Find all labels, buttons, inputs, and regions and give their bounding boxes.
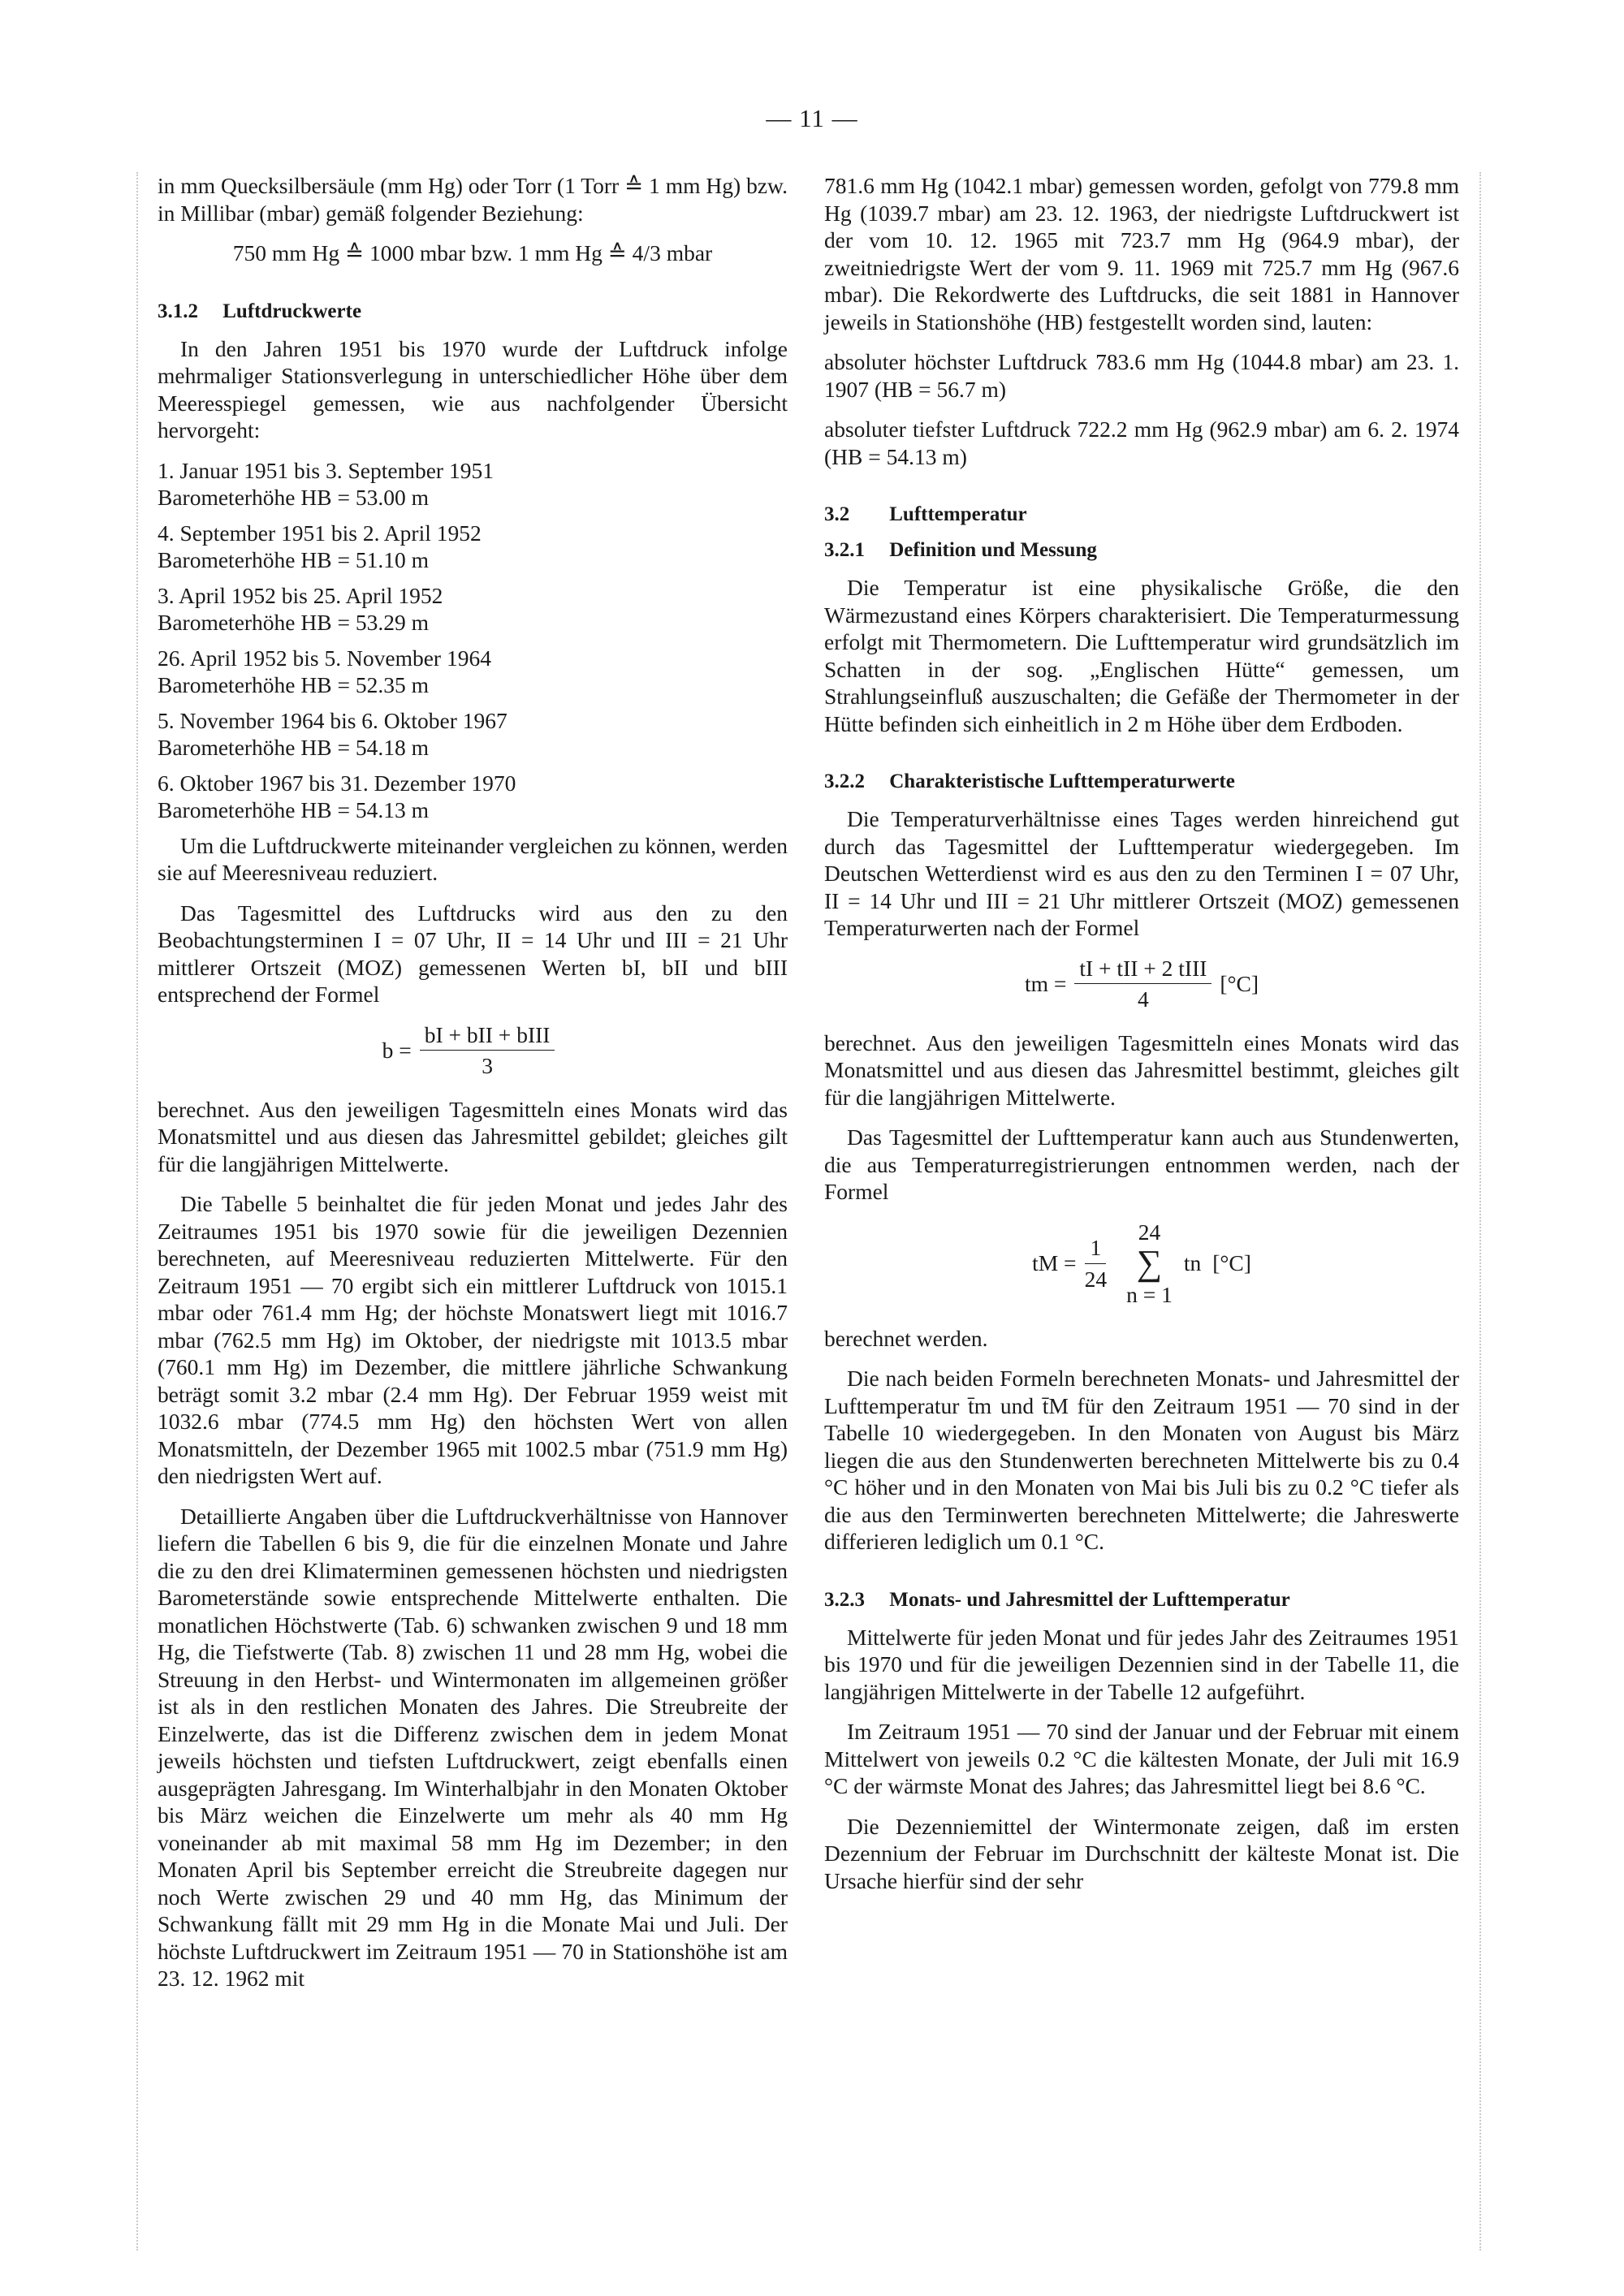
pressure-mean-formula: [158, 1021, 788, 1080]
paragraph: Mittelwerte für jeden Monat und für jedes Jahr des Zeitraumes 1951 bis 1970 und für die jeweiligen Dezennien sind in der Tabelle 11, die langjährigen Mittelwerte in der Tabelle 12 aufgeführt.: [824, 1624, 1459, 1704]
paragraph: Die Temperatur ist eine physikalische Größe, die den Wärmezustand eines Körpers charakterisiert. Die Temperaturmessung erfolgt mit Thermometern. Die Lufttemperatur wird grundsätzlich im Schatten in der sog. „Englischen Hütte“ gemessen, um Strahlungseinfluß auszuschalten; die Gefäße der Thermometer in der Hütte befinden sich einheitlich in 2 m Höhe über dem Erdboden.: [824, 575, 1459, 736]
formula-lhs: tm =: [1024, 970, 1067, 996]
numerator: tI + tII + 2 tIII: [1074, 955, 1212, 985]
barometer-height: Barometerhöhe HB = 53.00 m: [158, 485, 429, 510]
section-3-1-2-heading: [158, 300, 788, 324]
barometer-height: Barometerhöhe HB = 54.18 m: [158, 735, 429, 760]
formula-fraction: [1074, 955, 1212, 1013]
denominator: 24: [1084, 1266, 1108, 1292]
paragraph: 781.6 mm Hg (1042.1 mbar) gemessen worden, gefolgt von 779.8 mm Hg (1039.7 mbar) am 23. 12. 1963, der niedrigste Luftdruckwert ist der vom 10. 12. 1965 mit 723.7 mm Hg (964.9 mbar), der zweitniedrigste Wert der vom 9. 11. 1969 mit 725.7 mm Hg (967.6 mbar). Die Rekordwerte des Luftdrucks, die seit 1881 in Hannover jeweils in Stationshöhe (HB) festgestellt worden sind, lauten:: [824, 173, 1459, 334]
right-column: [824, 172, 1459, 1907]
list-item: [158, 520, 788, 574]
section-3-2-1-heading: [824, 538, 1459, 563]
period: 5. November 1964 bis 6. Oktober 1967: [158, 707, 508, 733]
page-number: — 11 —: [766, 104, 858, 132]
formula-unit: [°C]: [1220, 970, 1259, 996]
section-number: 3.2.3: [824, 1588, 865, 1611]
paragraph: berechnet. Aus den jeweiligen Tagesmitteln eines Monats wird das Monatsmittel und aus diesen das Jahresmittel gebildet; gleiches gilt für die langjährigen Mittelwerte.: [158, 1096, 788, 1176]
barometer-height: Barometerhöhe HB = 54.13 m: [158, 797, 429, 822]
period: 4. September 1951 bis 2. April 1952: [158, 520, 482, 546]
formula-lhs: tM =: [1032, 1250, 1077, 1276]
list-item: [158, 582, 788, 637]
section-number: 3.2.1: [824, 539, 865, 561]
list-item: [158, 707, 788, 762]
barometer-height: Barometerhöhe HB = 51.10 m: [158, 547, 429, 572]
section-3-2-2-heading: [824, 770, 1459, 794]
conversion-equation: 750 mm Hg ≙ 1000 mbar bzw. 1 mm Hg ≙ 4/3 mbar: [232, 240, 713, 265]
sum-lower-limit: n = 1: [1126, 1282, 1173, 1307]
barometer-height: Barometerhöhe HB = 53.29 m: [158, 610, 429, 635]
section-number: 3.2: [824, 503, 850, 525]
left-column: [158, 172, 788, 2005]
paragraph: berechnet. Aus den jeweiligen Tagesmitteln eines Monats wird das Monatsmittel und aus diesen das Jahresmittel bestimmt, gleiches gilt für die langjährigen Mittelwerte.: [824, 1029, 1459, 1110]
formula-lhs: b =: [382, 1037, 412, 1063]
paragraph: Das Tagesmittel der Lufttemperatur kann auch aus Stundenwerten, die aus Temperaturregistrierungen entnommen werden, nach der Formel: [824, 1124, 1459, 1204]
paragraph: Detaillierte Angaben über die Luftdruckverhältnisse von Hannover liefern die Tabellen 6 bis 9, die für die einzelnen Monate und Jahre die zu den drei Klimaterminen gemessenen höchsten und niedrigsten Barometerstände sowie entsprechende Mittelwerte enthalten. Die monatlichen Höchstwerte (Tab. 6) schwanken zwischen 9 und 18 mm Hg, die Tiefstwerte (Tab. 8) zwischen 11 und 28 mm Hg, wobei die Streuung in den Herbst- und Wintermonaten im allgemeinen größer ist als in den restlichen Monaten des Jahres. Die Streubreite der Einzelwerte, das ist die Differenz zwischen dem in jedem Monat jeweils höchsten und tiefsten Luftdruckwert, zeigt ebenfalls einen ausgeprägten Jahresgang. Im Winterhalbjahr in den Monaten Oktober bis März weichen die Einzelwerte um mehr als 40 mm Hg voneinander ab mit maximal 58 mm Hg im Dezember; in den Monaten April bis September erreicht die Streubreite dagegen nur noch Werte zwischen 29 und 40 mm Hg, das Minimum der Schwankung fällt mit 29 mm Hg in die Monate Mai und Juli. Der höchste Luftdruckwert im Zeitraum 1951 — 70 in Stationshöhe ist am 23. 12. 1962 mit: [158, 1503, 788, 1991]
paragraph: Die nach beiden Formeln berechneten Monats- und Jahresmittel der Lufttemperatur t̄m und t̄M für den Zeitraum 1951 — 70 sind in der Tabelle 10 wiedergegeben. In den Monaten von August bis März liegen die aus den Stundenwerten berechneten Mittelwerte bis zu 0.4 °C höher und in den Monaten von Mai bis Juli bis zu 0.2 °C tiefer als die aus den Terminwerten berechneten Mittelwerte; die Jahreswerte differieren lediglich um 0.1 °C.: [824, 1366, 1459, 1554]
paragraph: In den Jahren 1951 bis 1970 wurde der Luftdruck infolge mehrmaliger Stationsverlegung in unterschiedlicher Höhe über dem Meeresspiegel gemessen, wie aus nachfolgender Übersicht hervorgeht:: [158, 335, 788, 442]
station-height-list: [158, 457, 788, 824]
section-3-2-heading: [824, 503, 1459, 527]
list-item: [158, 770, 788, 824]
period: 26. April 1952 bis 5. November 1964: [158, 645, 491, 671]
denominator: 4: [1138, 986, 1149, 1012]
paragraph: Das Tagesmittel des Luftdrucks wird aus den zu den Beobachtungsterminen I = 07 Uhr, II = 14 Uhr und III = 21 Uhr mittlerer Ortszeit (MOZ) gemessenen Werten bI, bII und bIII entsprechend der Formel: [158, 900, 788, 1007]
sum-term: tn: [1183, 1250, 1202, 1276]
section-number: 3.1.2: [158, 300, 198, 322]
intro-paragraph: in mm Quecksilbersäule (mm Hg) oder Torr (1 Torr ≙ 1 mm Hg) bzw. in Millibar (mbar) gemäß folgender Beziehung:: [158, 173, 788, 226]
period: 1. Januar 1951 bis 3. September 1951: [158, 457, 494, 483]
sigma-icon: ∑: [1136, 1243, 1163, 1283]
left-margin-rule: [136, 172, 138, 2251]
formula-fraction: [1085, 1234, 1108, 1293]
formula-fraction: [420, 1021, 555, 1080]
record-min: absoluter tiefster Luftdruck 722.2 mm Hg (962.9 mbar) am 6. 2. 1974 (HB = 54.13 m): [824, 416, 1459, 469]
section-3-2-3-heading: [824, 1588, 1459, 1612]
paragraph: berechnet werden.: [824, 1325, 988, 1351]
formula-unit: [°C]: [1212, 1250, 1251, 1276]
temperature-term-formula: [824, 955, 1459, 1013]
section-title: Charakteristische Lufttemperaturwerte: [889, 770, 1235, 792]
paragraph: Die Tabelle 5 beinhaltet die für jeden Monat und jedes Jahr des Zeitraumes 1951 bis 1970 sowie für die jeweiligen Dezennien berechneten, auf Meeresniveau reduzierten Mittelwerte. Für den Zeitraum 1951 — 70 ergibt sich ein mittlerer Luftdruck von 1015.1 mbar oder 761.4 mm Hg; der höchste Monatswert liegt mit 1016.7 mbar (762.5 mm Hg) im Oktober, der niedrigste mit 1013.5 mbar (760.1 mm Hg) im Dezember, die mittlere jährliche Schwankung beträgt somit 3.2 mbar (2.4 mm Hg). Der Februar 1959 weist mit 1032.6 mbar (774.5 mm Hg) den höchsten Wert von allen Monatsmitteln, der Dezember 1965 mit 1002.5 mbar (751.9 mm Hg) den niedrigsten Wert auf.: [158, 1191, 788, 1488]
section-title: Definition und Messung: [889, 539, 1097, 561]
paragraph: Die Temperaturverhältnisse eines Tages werden hinreichend gut durch das Tagesmittel der Lufttemperatur wiedergegeben. Im Deutschen Wetterdienst wird es aus den zu den Terminen I = 07 Uhr, II = 14 Uhr und III = 21 Uhr mittlerer Ortszeit (MOZ) gemessenen Temperaturwerten nach der Formel: [824, 806, 1459, 940]
list-item: [158, 645, 788, 699]
right-margin-rule: [1479, 172, 1481, 2251]
paragraph: Um die Luftdruckwerte miteinander vergleichen zu können, werden sie auf Meeresniveau reduziert.: [158, 832, 788, 885]
sum-upper-limit: 24: [1138, 1219, 1161, 1245]
paragraph: Die Dezenniemittel der Wintermonate zeigen, daß im ersten Dezennium der Februar im Durchschnitt der kälteste Monat ist. Die Ursache hierfür sind der sehr: [824, 1813, 1459, 1893]
paragraph: Im Zeitraum 1951 — 70 sind der Januar und der Februar mit einem Mittelwert von jeweils 0.2 °C die kältesten Monate, der Juli mit 16.9 °C der wärmste Monat des Jahres; das Jahresmittel liegt bei 8.6 °C.: [824, 1719, 1459, 1798]
summation: [1126, 1219, 1173, 1309]
temperature-hourly-formula: [824, 1219, 1459, 1309]
section-title: Luftdruckwerte: [222, 300, 362, 322]
period: 6. Oktober 1967 bis 31. Dezember 1970: [158, 770, 516, 796]
barometer-height: Barometerhöhe HB = 52.35 m: [158, 672, 429, 697]
numerator: 1: [1085, 1234, 1106, 1264]
section-title: Lufttemperatur: [889, 503, 1027, 525]
section-title: Monats- und Jahresmittel der Lufttemperatur: [889, 1588, 1290, 1611]
numerator: bI + bII + bIII: [420, 1021, 555, 1051]
section-number: 3.2.2: [824, 770, 865, 792]
denominator: 3: [482, 1053, 493, 1078]
record-max: absoluter höchster Luftdruck 783.6 mm Hg (1044.8 mbar) am 23. 1. 1907 (HB = 56.7 m): [824, 349, 1459, 402]
list-item: [158, 457, 788, 511]
period: 3. April 1952 bis 25. April 1952: [158, 582, 443, 608]
